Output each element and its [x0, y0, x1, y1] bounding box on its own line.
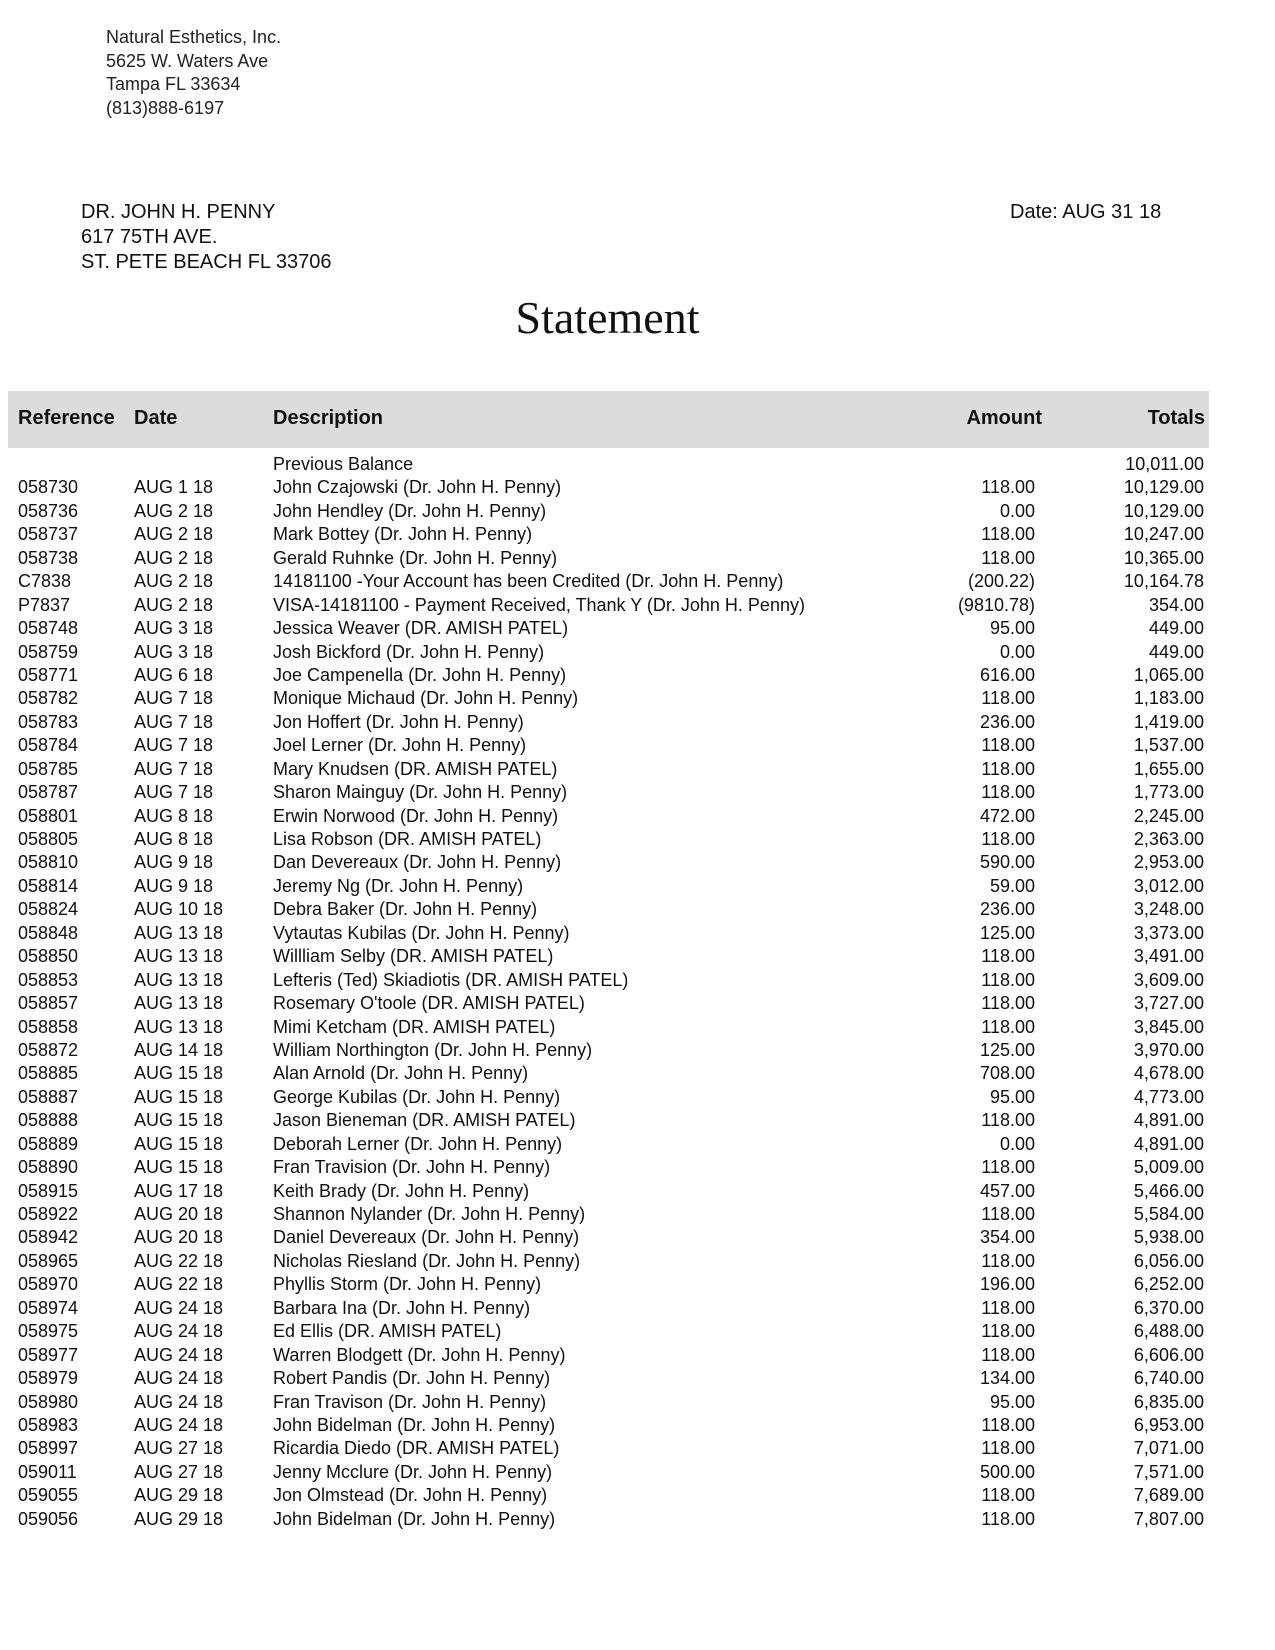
cell-date: AUG 7 18 [134, 735, 214, 756]
cell-date: AUG 2 18 [134, 524, 214, 545]
table-row [0, 1039, 1275, 1062]
page-title: Statement [515, 292, 700, 343]
cell-description: Barbara Ina (Dr. John H. Penny) [273, 1297, 531, 1318]
table-row [0, 1156, 1275, 1179]
cell-description: Jon Hoffert (Dr. John H. Penny) [273, 711, 524, 732]
cell-reference: 058887 [18, 1086, 79, 1107]
header-amount: Amount [966, 407, 1042, 429]
cell-total: 3,970.00 [1133, 1039, 1204, 1060]
cell-reference: 058814 [18, 875, 79, 896]
cell-amount: 125.00 [979, 1039, 1035, 1060]
cell-total: 2,363.00 [1133, 829, 1204, 849]
header-totals: Totals [1147, 407, 1205, 429]
cell-description: Warren Blodgett (Dr. John H. Penny) [273, 1344, 566, 1365]
cell-description: Rosemary O'toole (DR. AMISH PATEL) [273, 993, 585, 1014]
cell-description: Joe Campenella (Dr. John H. Penny) [273, 664, 567, 685]
cell-amount: 118.00 [981, 829, 1035, 849]
cell-amount: 118.00 [981, 735, 1035, 756]
table-row [0, 898, 1275, 921]
cell-reference: 058736 [18, 500, 79, 521]
cell-total: 1,419.00 [1133, 711, 1204, 732]
cell-total: 1,537.00 [1133, 735, 1204, 756]
cell-date: AUG 24 18 [134, 1414, 224, 1435]
cell-date: AUG 24 18 [134, 1297, 224, 1318]
cell-reference: 058759 [18, 641, 79, 662]
cell-total: 449.00 [1148, 618, 1204, 639]
cell-total: 6,953.00 [1133, 1414, 1204, 1435]
cell-date: AUG 22 18 [134, 1274, 224, 1295]
cell-reference: 058810 [18, 852, 79, 873]
header-reference: Reference [18, 407, 115, 429]
cell-amount: (9810.78) [957, 594, 1035, 615]
cell-reference: 058889 [18, 1133, 79, 1154]
cell-reference: 058965 [18, 1250, 79, 1271]
table-row [0, 851, 1275, 874]
cell-description: Shannon Nylander (Dr. John H. Penny) [273, 1204, 586, 1224]
table-row [0, 570, 1275, 593]
recipient-street: 617 75TH AVE. [81, 226, 218, 248]
cell-date: AUG 2 18 [134, 571, 214, 592]
table-row [0, 1297, 1275, 1320]
cell-total: 4,678.00 [1133, 1063, 1204, 1084]
cell-description: Jon Olmstead (Dr. John H. Penny) [273, 1485, 548, 1506]
cell-reference: 058858 [18, 1016, 79, 1037]
cell-date: AUG 2 18 [134, 547, 214, 568]
table-row [0, 1203, 1275, 1226]
cell-amount: 118.00 [981, 782, 1035, 803]
cell-amount: 354.00 [979, 1227, 1035, 1248]
cell-reference: 058782 [18, 688, 79, 709]
company-street: 5625 W. Waters Ave [106, 50, 269, 71]
cell-reference: 059055 [18, 1485, 79, 1506]
table-row [0, 945, 1275, 968]
cell-description: John Bidelman (Dr. John H. Penny) [273, 1508, 556, 1529]
cell-description: Mark Bottey (Dr. John H. Penny) [273, 524, 533, 545]
cell-total: 5,466.00 [1133, 1180, 1204, 1201]
cell-description: Debra Baker (Dr. John H. Penny) [273, 899, 538, 920]
cell-description: Vytautas Kubilas (Dr. John H. Penny) [273, 922, 570, 943]
cell-total: 449.00 [1148, 641, 1204, 662]
cell-total: 4,773.00 [1133, 1086, 1204, 1107]
cell-amount: 118.00 [981, 1414, 1035, 1435]
table-row [0, 1508, 1275, 1531]
cell-total: 10,164.78 [1123, 571, 1204, 592]
table-row [0, 1484, 1275, 1507]
cell-amount: 118.00 [981, 1344, 1035, 1365]
cell-reference: 058922 [18, 1204, 79, 1224]
cell-amount: 118.00 [981, 758, 1035, 779]
cell-description: Erwin Norwood (Dr. John H. Penny) [273, 805, 559, 826]
cell-total: 1,655.00 [1133, 758, 1204, 779]
cell-date: AUG 9 18 [134, 852, 214, 873]
cell-date: AUG 13 18 [134, 993, 224, 1014]
cell-date: AUG 24 18 [134, 1344, 224, 1365]
cell-total: 3,727.00 [1133, 993, 1204, 1014]
table-row [0, 1273, 1275, 1296]
cell-amount: 118.00 [981, 524, 1035, 545]
cell-amount: (200.22) [967, 571, 1035, 592]
cell-reference: 058783 [18, 711, 79, 732]
cell-total: 4,891.00 [1133, 1133, 1204, 1154]
recipient-address-block [81, 200, 331, 275]
cell-description: VISA-14181100 - Payment Received, Thank Y (Dr. John H. Penny) [273, 594, 805, 615]
cell-total: 3,012.00 [1133, 875, 1204, 896]
table-row [0, 500, 1275, 523]
table-row [0, 805, 1275, 828]
table-row [0, 664, 1275, 687]
cell-amount: 134.00 [979, 1368, 1035, 1389]
cell-amount: 118.00 [981, 946, 1035, 967]
cell-date: AUG 15 18 [134, 1063, 224, 1084]
cell-date: AUG 7 18 [134, 758, 214, 779]
cell-description: John Hendley (Dr. John H. Penny) [273, 500, 547, 521]
table-row [0, 1133, 1275, 1156]
cell-total: 10,011.00 [1125, 454, 1204, 474]
table-row [0, 1344, 1275, 1367]
cell-date: AUG 29 18 [134, 1508, 224, 1529]
table-row [0, 1461, 1275, 1484]
cell-total: 1,183.00 [1133, 688, 1204, 709]
cell-amount: 59.00 [989, 875, 1035, 896]
cell-amount: 118.00 [981, 547, 1035, 568]
cell-description: Nicholas Riesland (Dr. John H. Penny) [273, 1250, 581, 1271]
cell-total: 5,009.00 [1133, 1157, 1204, 1178]
cell-date: AUG 1 18 [134, 477, 214, 498]
cell-reference: 058857 [18, 993, 79, 1014]
cell-date: AUG 2 18 [134, 594, 214, 615]
cell-date: AUG 17 18 [134, 1180, 224, 1201]
cell-description: Ed Ellis (DR. AMISH PATEL) [273, 1321, 502, 1342]
table-row [0, 1180, 1275, 1203]
cell-amount: 118.00 [981, 1321, 1035, 1342]
cell-total: 6,056.00 [1133, 1250, 1204, 1271]
cell-amount: 118.00 [981, 969, 1035, 990]
cell-total: 6,488.00 [1133, 1321, 1204, 1342]
table-row [0, 969, 1275, 992]
cell-date: AUG 27 18 [134, 1438, 224, 1459]
cell-description: Phyllis Storm (Dr. John H. Penny) [273, 1274, 542, 1295]
cell-description: Daniel Devereaux (Dr. John H. Penny) [273, 1227, 580, 1248]
company-city: Tampa FL 33634 [106, 74, 241, 94]
company-address-block [106, 26, 281, 120]
cell-amount: 708.00 [979, 1063, 1035, 1084]
table-row [0, 476, 1275, 499]
table-row [0, 687, 1275, 710]
cell-total: 10,129.00 [1123, 500, 1204, 521]
cell-reference: 058805 [18, 829, 79, 849]
cell-total: 6,835.00 [1133, 1391, 1204, 1412]
cell-reference: 058853 [18, 969, 79, 990]
cell-date: AUG 20 18 [134, 1204, 224, 1224]
cell-total: 10,365.00 [1123, 547, 1204, 568]
cell-amount: 125.00 [979, 922, 1035, 943]
cell-total: 7,071.00 [1133, 1438, 1204, 1459]
table-row [0, 453, 1275, 476]
table-row [0, 547, 1275, 570]
cell-reference: 058915 [18, 1180, 79, 1201]
cell-total: 6,252.00 [1133, 1274, 1204, 1295]
statement-date: Date: AUG 31 18 [1010, 201, 1162, 223]
table-row [0, 758, 1275, 781]
cell-description: Jessica Weaver (DR. AMISH PATEL) [273, 618, 569, 639]
cell-amount: 500.00 [979, 1461, 1035, 1482]
cell-reference: C7838 [18, 571, 72, 592]
table-row [0, 641, 1275, 664]
cell-description: Alan Arnold (Dr. John H. Penny) [273, 1063, 529, 1084]
cell-date: AUG 24 18 [134, 1391, 224, 1412]
cell-date: AUG 6 18 [134, 664, 214, 685]
cell-amount: 118.00 [981, 477, 1035, 498]
cell-description: Jeremy Ng (Dr. John H. Penny) [273, 875, 524, 896]
cell-reference: 058850 [18, 946, 79, 967]
cell-amount: 118.00 [981, 1110, 1035, 1131]
cell-amount: 236.00 [979, 711, 1035, 732]
cell-reference: 058979 [18, 1368, 79, 1389]
cell-total: 1,065.00 [1133, 664, 1204, 685]
cell-amount: 118.00 [981, 1485, 1035, 1506]
cell-date: AUG 15 18 [134, 1133, 224, 1154]
cell-amount: 95.00 [989, 1391, 1035, 1412]
cell-amount: 196.00 [979, 1274, 1035, 1295]
cell-reference: 058824 [18, 899, 79, 920]
cell-total: 3,845.00 [1133, 1016, 1204, 1037]
cell-description: Willliam Selby (DR. AMISH PATEL) [273, 946, 554, 967]
cell-description: William Northington (Dr. John H. Penny) [273, 1039, 593, 1060]
cell-reference: 058970 [18, 1274, 79, 1295]
cell-date: AUG 7 18 [134, 688, 214, 709]
table-row [0, 711, 1275, 734]
cell-date: AUG 22 18 [134, 1250, 224, 1271]
cell-reference: 058885 [18, 1063, 79, 1084]
table-row [0, 781, 1275, 804]
cell-total: 354.00 [1148, 594, 1204, 615]
cell-description: Monique Michaud (Dr. John H. Penny) [273, 688, 579, 709]
table-row [0, 1367, 1275, 1390]
cell-description: Robert Pandis (Dr. John H. Penny) [273, 1368, 551, 1389]
cell-total: 2,245.00 [1133, 805, 1204, 826]
cell-date: AUG 15 18 [134, 1110, 224, 1131]
table-row [0, 1437, 1275, 1460]
cell-reference: 058738 [18, 547, 79, 568]
cell-reference: 058888 [18, 1110, 79, 1131]
cell-description: Joel Lerner (Dr. John H. Penny) [273, 735, 527, 756]
cell-date: AUG 10 18 [134, 899, 224, 920]
cell-total: 4,891.00 [1133, 1110, 1204, 1131]
cell-reference: 058980 [18, 1391, 79, 1412]
cell-date: AUG 29 18 [134, 1485, 224, 1506]
cell-description: Josh Bickford (Dr. John H. Penny) [273, 641, 545, 662]
cell-amount: 0.00 [999, 1133, 1035, 1154]
cell-description: 14181100 -Your Account has been Credited (Dr. John H. Penny) [273, 571, 784, 592]
header-description: Description [273, 407, 384, 429]
table-row [0, 992, 1275, 1015]
cell-description: Deborah Lerner (Dr. John H. Penny) [273, 1133, 563, 1154]
cell-amount: 457.00 [979, 1180, 1035, 1201]
table-row [0, 594, 1275, 617]
cell-description: Fran Travision (Dr. John H. Penny) [273, 1157, 551, 1178]
cell-description: Gerald Ruhnke (Dr. John H. Penny) [273, 547, 558, 568]
cell-description: Keith Brady (Dr. John H. Penny) [273, 1180, 530, 1201]
cell-reference: 058787 [18, 782, 79, 803]
cell-amount: 0.00 [999, 500, 1035, 521]
table-row [0, 523, 1275, 546]
cell-reference: 058748 [18, 618, 79, 639]
cell-total: 1,773.00 [1133, 782, 1204, 803]
table-row [0, 1086, 1275, 1109]
cell-description: George Kubilas (Dr. John H. Penny) [273, 1086, 561, 1107]
cell-reference: 058983 [18, 1414, 79, 1435]
cell-total: 2,953.00 [1133, 852, 1204, 873]
table-row [0, 1320, 1275, 1343]
cell-date: AUG 24 18 [134, 1321, 224, 1342]
cell-reference: P7837 [18, 594, 71, 615]
cell-description: Ricardia Diedo (DR. AMISH PATEL) [273, 1438, 560, 1459]
statement-table-body [0, 453, 1275, 1531]
cell-total: 5,938.00 [1133, 1227, 1204, 1248]
cell-total: 3,491.00 [1133, 946, 1204, 967]
cell-date: AUG 9 18 [134, 875, 214, 896]
company-name: Natural Esthetics, Inc. [106, 27, 282, 47]
cell-amount: 118.00 [981, 1204, 1035, 1224]
header-date: Date [134, 407, 178, 429]
cell-amount: 118.00 [981, 1250, 1035, 1271]
cell-description: Fran Travison (Dr. John H. Penny) [273, 1391, 547, 1412]
cell-description: Dan Devereaux (Dr. John H. Penny) [273, 852, 562, 873]
cell-date: AUG 20 18 [134, 1227, 224, 1248]
table-row [0, 1016, 1275, 1039]
cell-description: John Czajowski (Dr. John H. Penny) [273, 477, 562, 498]
cell-description: John Bidelman (Dr. John H. Penny) [273, 1414, 556, 1435]
cell-date: AUG 24 18 [134, 1368, 224, 1389]
company-phone: (813)888-6197 [106, 97, 225, 118]
cell-date: AUG 3 18 [134, 641, 214, 662]
cell-reference: 058974 [18, 1297, 79, 1318]
cell-reference: 059056 [18, 1508, 79, 1529]
cell-date: AUG 7 18 [134, 711, 214, 732]
cell-date: AUG 13 18 [134, 922, 224, 943]
table-row [0, 1062, 1275, 1085]
cell-description: Mary Knudsen (DR. AMISH PATEL) [273, 758, 558, 779]
cell-amount: 118.00 [981, 1438, 1035, 1459]
cell-date: AUG 27 18 [134, 1461, 224, 1482]
cell-amount: 590.00 [979, 852, 1035, 873]
cell-reference: 058784 [18, 735, 79, 756]
cell-total: 7,807.00 [1133, 1508, 1204, 1529]
cell-date: AUG 14 18 [134, 1039, 224, 1060]
table-row [0, 922, 1275, 945]
cell-description: Mimi Ketcham (DR. AMISH PATEL) [273, 1016, 556, 1037]
cell-total: 6,606.00 [1133, 1344, 1204, 1365]
cell-amount: 118.00 [981, 1016, 1035, 1037]
cell-amount: 236.00 [979, 899, 1035, 920]
cell-date: AUG 15 18 [134, 1086, 224, 1107]
table-row [0, 617, 1275, 640]
cell-date: AUG 15 18 [134, 1157, 224, 1178]
cell-reference: 058942 [18, 1227, 79, 1248]
cell-amount: 118.00 [981, 688, 1035, 709]
cell-total: 3,248.00 [1133, 899, 1204, 920]
cell-reference: 058801 [18, 805, 79, 826]
table-row [0, 875, 1275, 898]
cell-amount: 118.00 [981, 1297, 1035, 1318]
table-row [0, 1109, 1275, 1132]
cell-description: Sharon Mainguy (Dr. John H. Penny) [273, 782, 568, 803]
cell-reference: 058848 [18, 922, 79, 943]
cell-total: 3,373.00 [1133, 922, 1204, 943]
table-row [0, 1414, 1275, 1437]
cell-amount: 118.00 [981, 1508, 1035, 1529]
cell-description: Jenny Mcclure (Dr. John H. Penny) [273, 1461, 553, 1482]
cell-date: AUG 8 18 [134, 829, 214, 849]
cell-reference: 058890 [18, 1157, 79, 1178]
cell-reference: 058771 [18, 664, 79, 685]
cell-date: AUG 13 18 [134, 969, 224, 990]
cell-total: 6,370.00 [1133, 1297, 1204, 1318]
cell-description: Lefteris (Ted) Skiadiotis (DR. AMISH PATEL) [273, 969, 629, 990]
cell-amount: 95.00 [989, 1086, 1035, 1107]
cell-description: Previous Balance [273, 454, 414, 474]
cell-date: AUG 13 18 [134, 946, 224, 967]
table-row [0, 1391, 1275, 1414]
cell-reference: 058785 [18, 758, 79, 779]
cell-total: 7,689.00 [1133, 1485, 1204, 1506]
cell-amount: 95.00 [989, 618, 1035, 639]
cell-reference: 058737 [18, 524, 79, 545]
cell-reference: 058730 [18, 477, 79, 498]
cell-description: Jason Bieneman (DR. AMISH PATEL) [273, 1110, 576, 1131]
cell-total: 7,571.00 [1133, 1461, 1204, 1482]
cell-total: 10,129.00 [1123, 477, 1204, 498]
cell-amount: 0.00 [999, 641, 1035, 662]
cell-total: 10,247.00 [1123, 524, 1204, 545]
table-row [0, 1226, 1275, 1249]
recipient-name: DR. JOHN H. PENNY [81, 201, 276, 223]
cell-reference: 058977 [18, 1344, 79, 1365]
cell-date: AUG 7 18 [134, 782, 214, 803]
cell-amount: 616.00 [979, 664, 1035, 685]
cell-total: 5,584.00 [1133, 1204, 1204, 1224]
table-row [0, 828, 1275, 851]
cell-amount: 118.00 [981, 993, 1035, 1014]
cell-description: Lisa Robson (DR. AMISH PATEL) [273, 829, 542, 849]
table-row [0, 734, 1275, 757]
table-row [0, 1250, 1275, 1273]
cell-reference: 059011 [18, 1461, 77, 1482]
cell-date: AUG 2 18 [134, 500, 214, 521]
cell-reference: 058975 [18, 1321, 79, 1342]
recipient-city: ST. PETE BEACH FL 33706 [81, 251, 332, 273]
cell-reference: 058997 [18, 1438, 79, 1459]
cell-date: AUG 13 18 [134, 1016, 224, 1037]
cell-amount: 118.00 [981, 1157, 1035, 1178]
cell-reference: 058872 [18, 1039, 79, 1060]
cell-amount: 472.00 [979, 805, 1035, 826]
cell-total: 3,609.00 [1133, 969, 1204, 990]
cell-date: AUG 8 18 [134, 805, 214, 826]
cell-total: 6,740.00 [1133, 1368, 1204, 1389]
cell-date: AUG 3 18 [134, 618, 214, 639]
